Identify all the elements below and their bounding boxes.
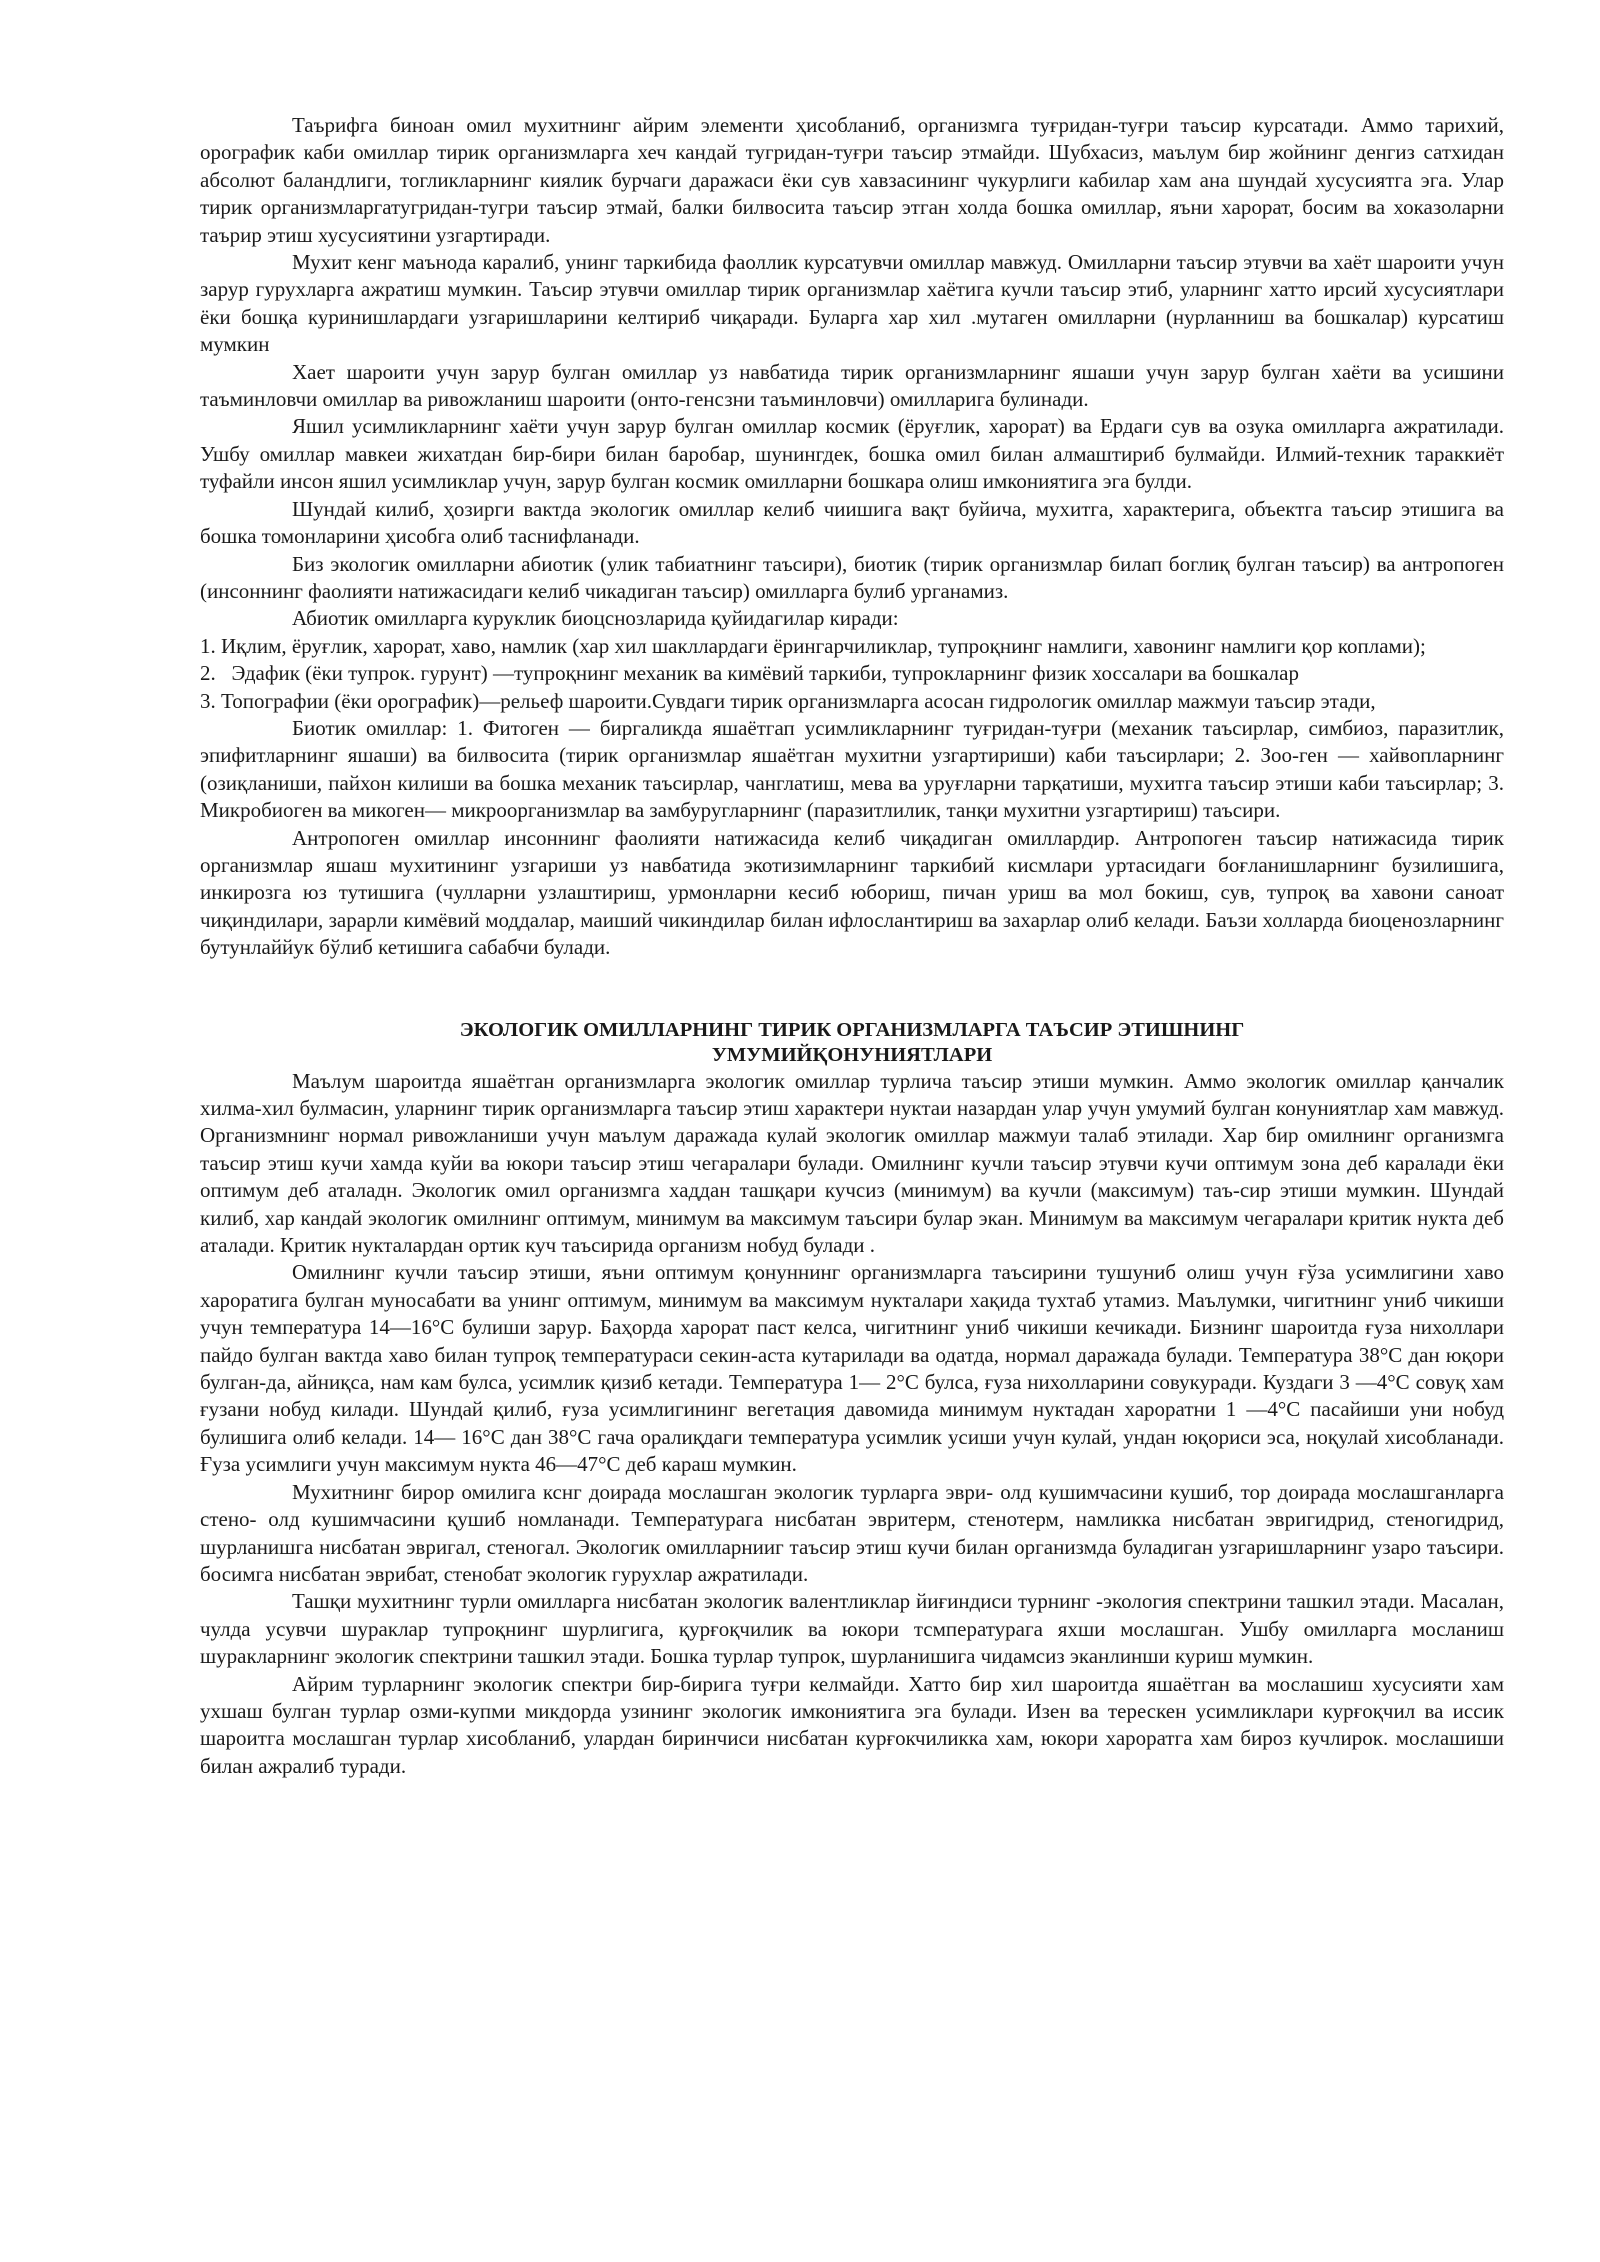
paragraph: Антропоген омиллар инсоннинг фаолияти натижасида келиб чиқадиган омиллардир. Антропоген таъсир натижасида тирик организмлар яшаш мухитининг узгариши уз навбатида экотизимларнинг таркибий кисмлари уртасидаги боғланишларнинг бузилишига, инкирозга юз тутишига (чулларни узлаштириш, урмонларни кесиб юбориш, пичан уриш ва мол бокиш, сув, тупроқ ва хавони саноат чиқиндилари, зарарли кимёвий моддалар, маиший чикиндилар билан ифлослантириш ва захарлар олиб келади. Баъзи холларда биоценозларнинг бутунлаййук бўлиб кетишига сабабчи булади. — [200, 825, 1504, 960]
list-text: Топографии (ёки орографик)—рельеф шароити.Сувдаги тирик организмларга асосан гидрологик омиллар мажмуи таъсир этади, — [221, 688, 1376, 713]
list-text: Иқлим, ёруғлик, харорат, хаво, намлик (хар хил шакллардаги ёрингарчиликлар, тупроқнинг намлиги, хавонинг намлиги қор коплами); — [221, 633, 1426, 658]
paragraph: Мухит кенг маънода каралиб, унинг таркибида фаоллик курсатувчи омиллар мавжуд. Омилларни таъсир этувчи ва хаёт шароити учун зарур гурухларга ажратиш мумкин. Таъсир этувчи омиллар тирик организмлар хаётига кучли таъсир этиб, уларнинг хатто ирсий хусусиятлари ёки бошқа куринишлардаги узгаришларини келтириб чиқаради. Буларга хар хил .мутаген омилларни (нурланниш ва бошкалар) курсатиш мумкин — [200, 250, 1504, 357]
list-number: 1. — [200, 633, 216, 658]
paragraph: Хает шароити учун зарур булган омиллар уз навбатида тирик организмларнинг яшаши учун зарур булган хаёти ва усишини таъминловчи омиллар ва ривожланиш шароити (онто-генсзни таъминловчи) омилларига булинади. — [200, 359, 1504, 412]
paragraph: Биз экологик омилларни абиотик (улик табиатнинг таъсири), биотик (тирик организмлар билап боглиқ булган таъсир) ва антропоген (инсоннинг фаолияти натижасидаги келиб чикадиган таъсир) омилларга булиб урганамиз. — [200, 551, 1504, 603]
list-item — [200, 633, 1504, 660]
intro-section — [200, 112, 1504, 633]
list-text: Эдафик (ёки тупрок. гурунт) —тупроқнинг механик ва кимёвий таркиби, тупрокларнинг физик хоссалари ва бошкалар — [231, 661, 1299, 686]
section-heading-line: УМУМИЙҚОНУНИЯТЛАРИ — [711, 1043, 993, 1066]
paragraph: Айрим турларнинг экологик спектри бир-бирига туғри келмайди. Хатто бир хил шароитда яшаётган ва мослашиш хусусияти хам ухшаш булган турлар озми-купми микдорда узининг экологик имкониятига эга булади. Изен ва терескен усимликлари курғоқчил ва иссик шароитга мослашган турлар хисобланиб, улардан биринчиси нисбатан курғокчиликка хам, юкори хароратга хам бироз кучлирок. мослашиши билан ажралиб туради. — [200, 1671, 1504, 1778]
paragraph: Омилнинг кучли таъсир этиши, яъни оптимум қонуннинг организмларга таъсирини тушуниб олиш учун ғўза усимлигини хаво хароратига булган муносабати ва унинг оптимум, минимум ва максимум нукталари хақида тухтаб утамиз. Маълумки, чигитнинг униб чикиши учун температура 14—16°С булиши зарур. Баҳорда харорат паст келса, чигитнинг униб чикиши кечикади. Бизнинг шароитда ғуза нихоллари пайдо булган вактда хаво билан тупроқ температураси секин-аста кутарилади ва одатда, нормал даражада булади. Температура 38°С дан юқори булган-да, айниқса, нам кам булса, усимлик қизиб кетади. Температура 1— 2°С булса, ғуза нихолларини совукуради. Куздаги 3 —4°С совуқ хам ғузани нобуд килади. Шундай қилиб, ғуза усимлигининг вегетация давомида минимум нуктадан хароратни 1 —4°С пасайиши уни нобуд булишига олиб келади. 14— 16°С дан 38°С гача оралиқдаги температура усимлик усиши учун кулай, ундан юқориси эса, ноқулай хисобланади. Ғуза усимлиги учун максимум нукта 46—47°С деб караш мумкин. — [200, 1260, 1504, 1477]
list-item — [200, 660, 1504, 687]
abiotic-factor-list — [200, 633, 1504, 715]
paragraph: Абиотик омилларга куруклик биоцснозларида қуйидагилар киради: — [292, 606, 899, 631]
factor-types-section — [200, 715, 1504, 962]
paragraph: Маълум шароитда яшаётган организмларга экологик омиллар турлича таъсир этиши мумкин. Аммо экологик омиллар қанчалик хилма-хил булмасин, уларнинг тирик организмларга таъсир этиш характери нуктаи назардан улар учун умумий булган конуниятлар хам мавжуд. Организмнинг нормал ривожланиши учун маълум даражада кулай экологик омиллар мажмуи талаб этилади. Хар бир омилнинг организмга таъсир этиш кучи хамда куйи ва юкори таъсир этиш чегаралари булади. Омилнинг кучли таъсир этувчи кучи оптимум зона деб каралади ёки оптимум деб аталадн. Экологик омил организмга хаддан ташқари кучсиз (минимум) ва кучли (максимум) таъ-сир этиши мумкин. Шундай килиб, хар кандай экологик омилнинг оптимум, минимум ва максимум таъсири булар экан. Минимум ва максимум чегаралари критик нукта деб аталади. Критик нукталардан ортик куч таъсирида организм нобуд булади . — [200, 1068, 1504, 1258]
paragraph: Таърифга биноан омил мухитнинг айрим элементи ҳисобланиб, организмга туғридан-туғри таъсир курсатади. Аммо тарихий, орографик каби омиллар тирик организмларга хеч кандай тугридан-туғри таъсир этмайди. Шубхасиз, маълум бир жойнинг денгиз сатхидан абсолют баландлиги, тогликларнинг киялик бурчаги даражаси ёки сув хавзасининг чукурлиги кабилар хам ана шундай хусусиятга эга. Улар тирик организмларгатугридан-тугри таъсир этмай, балки билвосита таъсир этган холда бошка омиллар, яъни харорат, босим ва хоказоларни таърир этиш хусусиятини узгартиради. — [200, 113, 1504, 247]
section-heading-line: ЭКОЛОГИК ОМИЛЛАРНИНГ ТИРИК ОРГАНИЗМЛАРГА ТАЪСИР ЭТИШНИНГ — [459, 1018, 1245, 1041]
paragraph: Шундай килиб, ҳозирги вактда экологик омиллар келиб чиишига вақт буйича, мухитга, характерига, объектга таъсир этишига ва бошка томонларини ҳисобга олиб таснифланади. — [200, 496, 1504, 549]
list-number: 3. — [200, 688, 216, 713]
section-heading — [200, 1018, 1504, 1068]
list-number: 2. — [200, 661, 216, 686]
paragraph: Мухитнинг бирор омилига кснг доирада мослашган экологик турларга эври- олд кушимчасини кушиб, тор доирада мослашганларга стено- олд кушимчасини қушиб номланади. Температурага нисбатан эвритерм, стенотерм, намликка нисбатан эвригидрид, стеногидрид, шурланишга нисбатан эвригал, стеногал. Экологик омилларнииг таъсир этиш кучи билан организмда буладиган узгаришларнинг узаро таъсири. босимга нисбатан эврибат, стенобат экологик гурухлар ажратилади. — [200, 1479, 1504, 1586]
paragraph: Ташқи мухитнинг турли омилларга нисбатан экологик валентликлар йиғиндиси турнинг -экология спектрини ташкил этади. Масалан, чулда усувчи шураклар тупроқнинг шурлигига, қурғоқчилик ва юкори тсмпературага яхши мослашган. Ушбу омилларга мосланиш шуракларнинг экологик спектрини ташкил этади. Бошка турлар тупрок, шурланишига чидамсиз эканлинши куриш мумкин. — [200, 1589, 1504, 1669]
paragraph: Биотик омиллар: 1. Фитоген — биргаликда яшаётгап усимликларнинг туғридан-туғри (механик таъсирлар, симбиоз, паразитлик, эпифитларнинг яшаши) ва билвосита (тирик организмлар яшаётган мухитни узгартириши) каби таъсирлари; 2. Зоо-ген — хайвопларнинг (озиқланиши, пайхон килиши ва бошка механик таъсирлар, чанглатиш, мева ва уруғларни тарқатиши, мухитга таъсир этиши каби таъсирлар; 3. Микробиоген ва микоген— микроорганизмлар ва замбуругларнинг (паразитлилик, танқи мухитни узгартириш) таъсири. — [200, 715, 1504, 823]
paragraph: Яшил усимликларнинг хаёти учун зарур булган омиллар космик (ёруғлик, харорат) ва Ердаги сув ва озука омилларга ажратилади. Ушбу омиллар мавкеи жихатдан бир-бири билан баробар, шунингдек, бошка омил билан алмаштириб булмайди. Илмий-техник тараккиёт туфайли инсон яшил усимликлар учун, зарур булган космик омилларни бошкара олиш имкониятига эга булди. — [200, 414, 1504, 494]
laws-section — [200, 1068, 1504, 1781]
list-item — [200, 688, 1504, 715]
